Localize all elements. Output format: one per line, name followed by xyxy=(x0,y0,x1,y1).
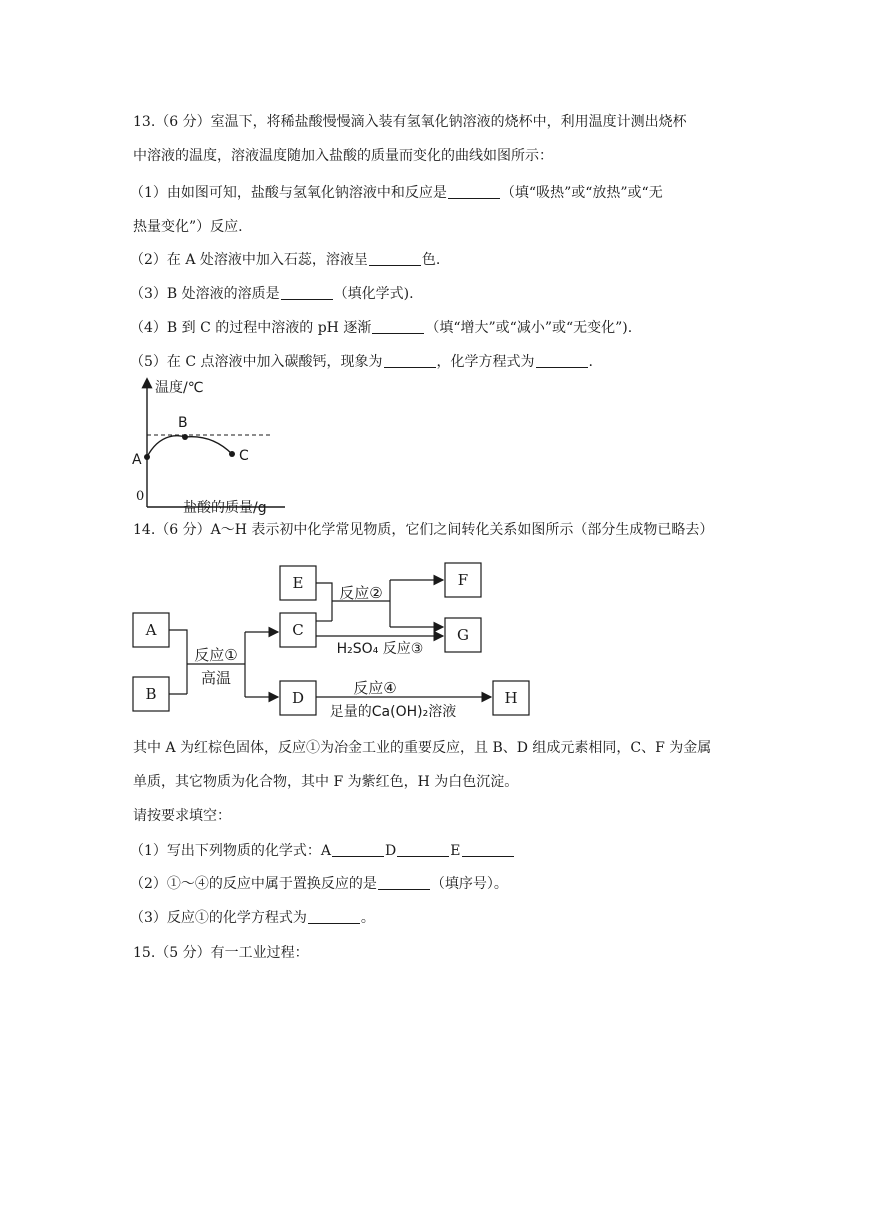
q13-part-2: （2）在 A 处溶液中加入石蕊，溶液呈 色. xyxy=(130,252,441,268)
box-a-label: A xyxy=(145,621,157,639)
q14-sub-1: （1）写出下列物质的化学式：A D E xyxy=(130,841,515,861)
answer-blank[interactable] xyxy=(281,285,333,300)
reaction-2-label: 反应② xyxy=(339,584,383,602)
q13-part-1: （1）由如图可知，盐酸与氢氧化钠溶液中和反应是 （填“吸热”或“放热”或“无 xyxy=(130,185,663,201)
point-c-marker xyxy=(229,451,235,457)
q14-desc-1: 其中 A 为红棕色固体，反应①为冶金工业的重要反应，且 B、D 组成元素相同，C、F 为金属 xyxy=(133,740,712,756)
answer-blank[interactable] xyxy=(332,842,384,857)
point-b-marker xyxy=(182,434,188,440)
box-f-label: F xyxy=(457,571,469,589)
answer-blank[interactable] xyxy=(372,319,424,334)
answer-blank[interactable] xyxy=(462,842,514,857)
answer-blank[interactable] xyxy=(384,353,436,368)
point-c-label: C xyxy=(239,448,249,464)
conversion-diagram xyxy=(125,560,535,730)
point-a-label: A xyxy=(132,452,142,468)
q14-desc-3: 请按要求填空： xyxy=(133,808,231,824)
q13-line-1: 13.（6 分）室温下，将稀盐酸慢慢滴入装有氢氧化钠溶液的烧杯中，利用温度计测出烧杯 xyxy=(133,114,687,130)
q14-desc-2: 单质，其它物质为化合物，其中 F 为紫红色，H 为白色沉淀。 xyxy=(133,774,519,790)
answer-blank[interactable] xyxy=(308,909,360,924)
q14-line-1: 14.（6 分）A～H 表示初中化学常见物质，它们之间转化关系如图所示（部分生成物已略去） xyxy=(133,522,714,538)
temperature-curve xyxy=(147,436,232,457)
point-a-marker xyxy=(144,454,150,460)
box-d-label: D xyxy=(291,689,305,707)
reaction-1-label: 反应① xyxy=(194,646,238,664)
q13-part-4: （4）B 到 C 的过程中溶液的 pH 逐渐 （填“增大”或“减小”或“无变化”). xyxy=(130,320,633,336)
q13-part-1-cont: 热量变化”）反应. xyxy=(133,219,243,235)
answer-blank[interactable] xyxy=(536,353,588,368)
temperature-graph xyxy=(125,372,295,520)
reaction-4-condition: 足量的Ca(OH)₂溶液 xyxy=(329,704,457,720)
x-axis-label: 盐酸的质量/g xyxy=(183,500,267,516)
box-g-label: G xyxy=(457,626,469,644)
y-axis-label: 温度/℃ xyxy=(155,380,204,396)
answer-blank[interactable] xyxy=(448,184,500,199)
q14-sub-2: （2）①～④的反应中属于置换反应的是 （填序号）。 xyxy=(130,876,508,892)
reaction-3-label: H₂SO₄ 反应③ xyxy=(336,641,424,657)
box-b-label: B xyxy=(145,685,157,703)
q14-sub-3: （3）反应①的化学方程式为 。 xyxy=(130,910,375,926)
box-e-label: E xyxy=(292,574,304,592)
box-c-label: C xyxy=(292,621,304,639)
reaction-1-condition: 高温 xyxy=(200,669,232,687)
q13-part-5: （5）在 C 点溶液中加入碳酸钙，现象为 ，化学方程式为 . xyxy=(130,354,593,370)
box-h-label: H xyxy=(504,689,518,707)
point-b-label: B xyxy=(178,415,188,431)
q13-part-3: （3）B 处溶液的溶质是 （填化学式). xyxy=(130,286,414,302)
answer-blank[interactable] xyxy=(369,251,421,266)
origin-label: 0 xyxy=(136,489,145,504)
answer-blank[interactable] xyxy=(397,842,449,857)
q13-line-2: 中溶液的温度，溶液温度随加入盐酸的质量而变化的曲线如图所示： xyxy=(133,148,553,164)
reaction-4-label: 反应④ xyxy=(353,679,397,697)
answer-blank[interactable] xyxy=(378,875,430,890)
q15-line-1: 15.（5 分）有一工业过程： xyxy=(133,945,309,961)
